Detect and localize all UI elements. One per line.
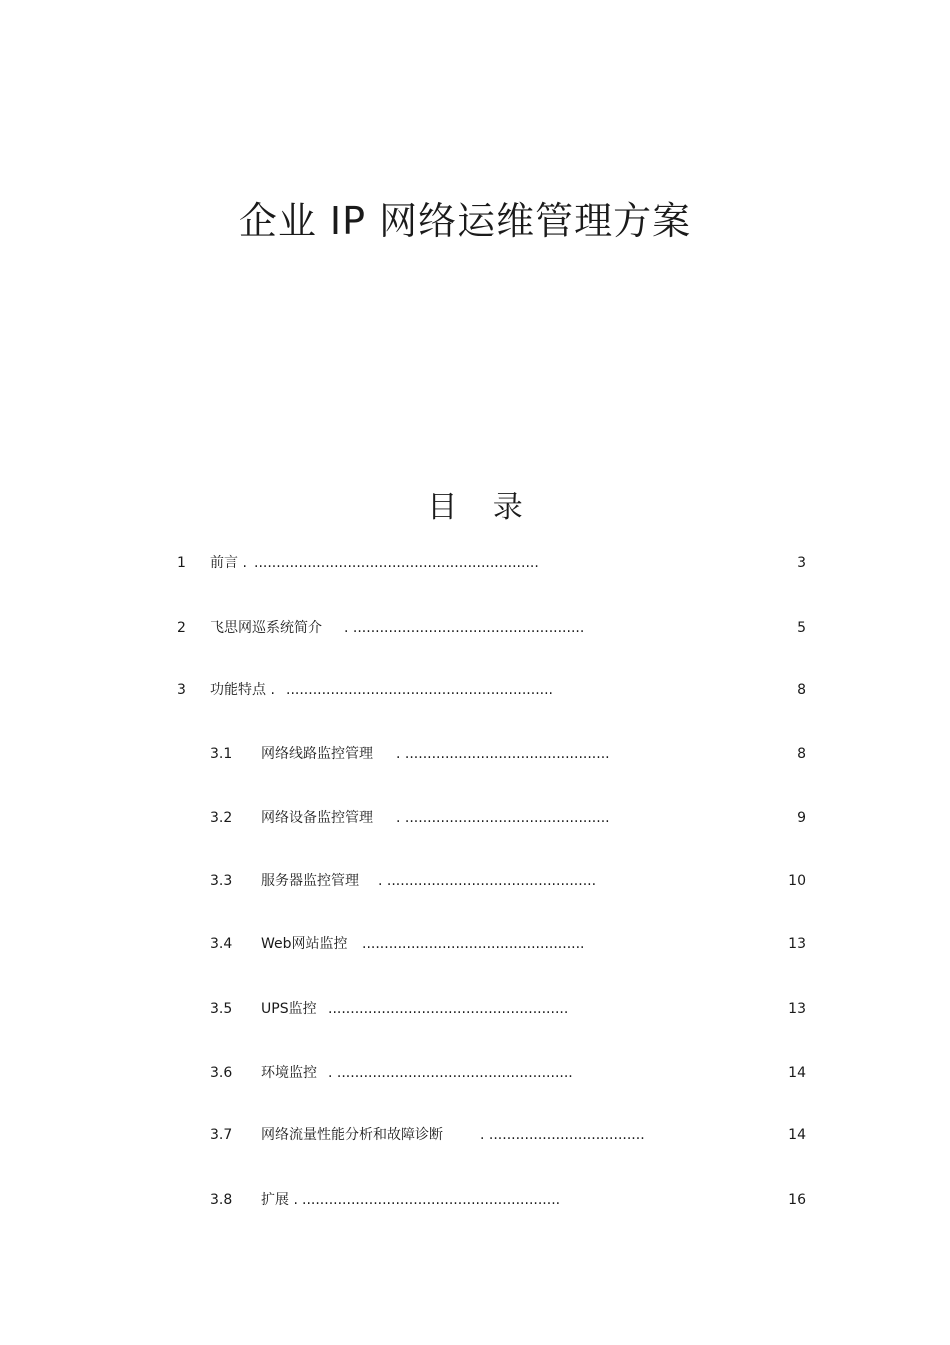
toc-entry[interactable] [0, 1063, 950, 1083]
toc-entry-number: 3.5 [210, 1001, 233, 1017]
toc-entry-page: 8 [797, 746, 806, 762]
toc-entry[interactable] [0, 1125, 950, 1145]
toc-entry-number: 3 [177, 682, 186, 698]
toc-entry-number: 3.8 [210, 1192, 233, 1208]
toc-entry[interactable] [0, 871, 950, 891]
toc-entry-label: 飞思网巡系统简介 [210, 620, 322, 636]
toc-entry-page: 10 [788, 873, 806, 889]
toc-entry-number: 2 [177, 620, 186, 636]
toc-entry-number: 3.1 [210, 746, 233, 762]
toc-entry[interactable] [0, 680, 950, 700]
toc-entry-page: 14 [788, 1065, 806, 1081]
toc-entry-label: 网络线路监控管理 [261, 746, 373, 762]
toc-leader-dots: . .............................................. [396, 810, 610, 826]
toc-leader-dots: .................................................. [362, 936, 585, 952]
toc-entry-label: 网络流量性能分析和故障诊断 [261, 1127, 443, 1143]
toc-entry-page: 9 [797, 810, 806, 826]
toc-leader-dots: ............................................................ [286, 682, 554, 698]
toc-entry-label: 扩展 . [261, 1192, 298, 1208]
toc-entry-number: 3.3 [210, 873, 233, 889]
toc-leader-dots: . ..................................................... [328, 1065, 573, 1081]
toc-entry[interactable] [0, 934, 950, 954]
toc-leader-dots: .......................................................... [302, 1192, 561, 1208]
toc-entry-number: 3.4 [210, 936, 233, 952]
toc-entry-number: 3.2 [210, 810, 233, 826]
toc-leader-dots: . .............................................. [396, 746, 610, 762]
toc-heading: 目 录 [427, 490, 523, 525]
toc-entry-number: 3.6 [210, 1065, 233, 1081]
toc-entry-page: 8 [797, 682, 806, 698]
toc-entry[interactable] [0, 999, 950, 1019]
toc-leader-dots: ...................................................... [328, 1001, 569, 1017]
toc-leader-dots: ................................................................ [254, 555, 539, 571]
toc-leader-dots: . ............................................... [378, 873, 597, 889]
toc-entry[interactable] [0, 744, 950, 764]
toc-entry[interactable] [0, 1190, 950, 1210]
toc-leader-dots: . ................................... [480, 1127, 645, 1143]
toc-entry-label: UPS监控 [261, 1001, 317, 1017]
toc-entry[interactable] [0, 618, 950, 638]
toc-entry-number: 3.7 [210, 1127, 233, 1143]
toc-leader-dots: . .................................................... [344, 620, 585, 636]
toc-entry[interactable] [0, 553, 950, 573]
toc-entry-number: 1 [177, 555, 186, 571]
toc-entry-page: 5 [797, 620, 806, 636]
toc-entry-label: 前言 . [210, 555, 247, 571]
toc-entry-label: 环境监控 [261, 1065, 317, 1081]
toc-entry-label: 网络设备监控管理 [261, 810, 373, 826]
toc-entry-label: 服务器监控管理 [261, 873, 359, 889]
document-title: 企业 IP 网络运维管理方案 [238, 199, 692, 243]
toc-entry-page: 13 [788, 1001, 806, 1017]
toc-entry-page: 3 [797, 555, 806, 571]
toc-entry-page: 16 [788, 1192, 806, 1208]
toc-entry-page: 14 [788, 1127, 806, 1143]
toc-entry-label: Web网站监控 [261, 936, 348, 952]
toc-entry[interactable] [0, 808, 950, 828]
toc-entry-page: 13 [788, 936, 806, 952]
toc-entry-label: 功能特点 . [210, 682, 275, 698]
